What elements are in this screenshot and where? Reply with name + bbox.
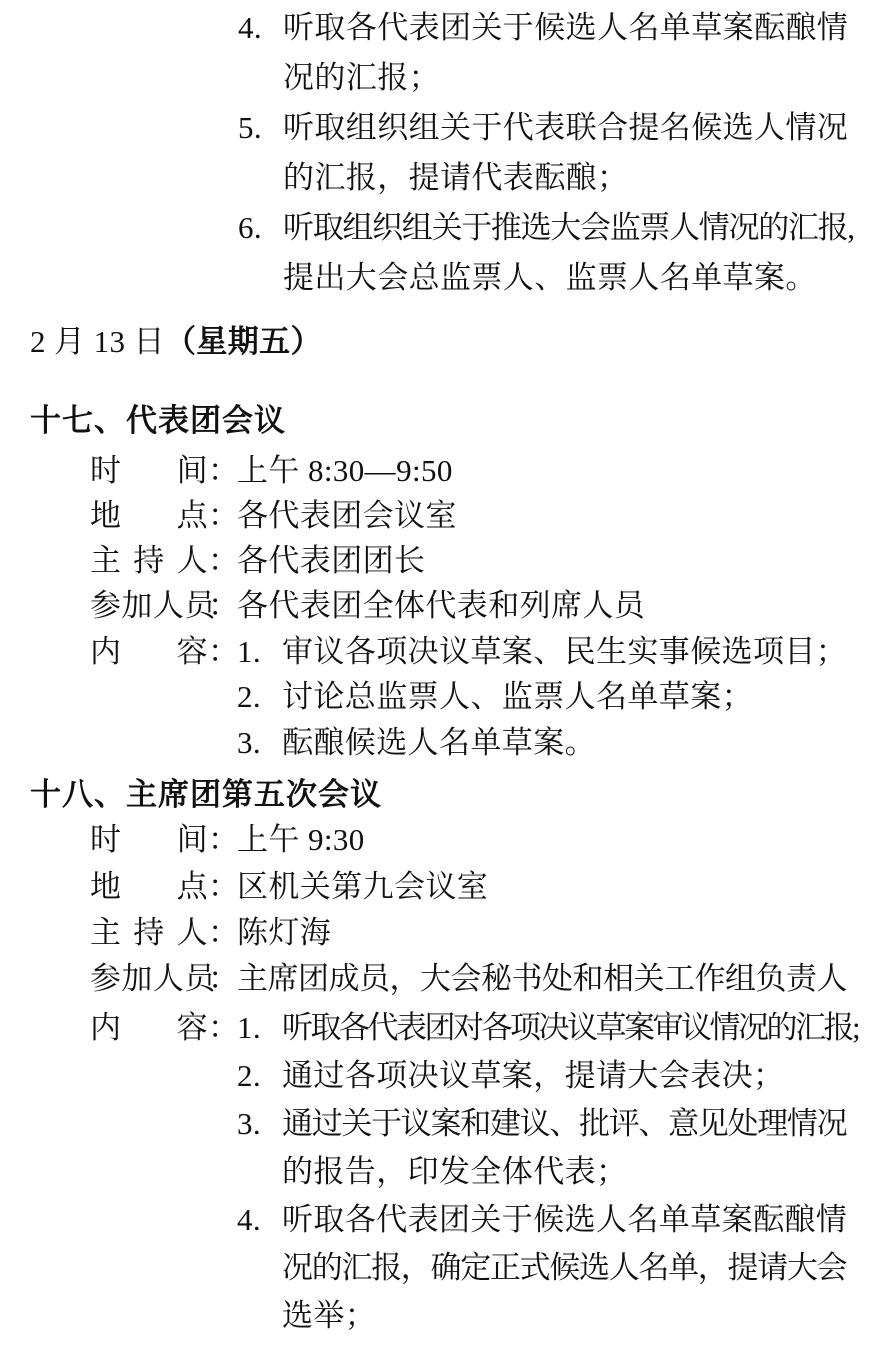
item-number: 4. (237, 1202, 262, 1237)
item-text: 审议各项决议草案、民生实事候选项目； (282, 634, 848, 669)
date-heading (30, 320, 322, 364)
item-text: 选举； (282, 1298, 377, 1333)
item-number: 5. (238, 110, 263, 145)
field-value: 各代表团会议室 (237, 498, 457, 533)
item-text: 酝酿候选人名单草案。 (282, 725, 596, 760)
content-item (237, 1006, 859, 1050)
date-text: 2 月 13 日 (30, 324, 165, 359)
field-colon: ： (208, 453, 240, 488)
field-label: 参 加 人 员 (90, 588, 216, 623)
content-item (237, 1102, 847, 1146)
field-colon: ： (208, 588, 240, 623)
field-value: 陈灯海 (237, 915, 332, 950)
item-text: 听取组织组关于推选大会监票人情况的汇报, (283, 210, 854, 245)
field-content (90, 1006, 859, 1050)
field-colon: ： (208, 498, 240, 533)
list-item-continuation (283, 156, 628, 200)
section-title: 十七、代表团会议 (30, 403, 286, 438)
content-item (237, 1198, 848, 1242)
item-text: 听取各代表团对各项决议草案审议情况的汇报; (282, 1010, 859, 1045)
item-text: 的汇报，提请代表酝酿； (283, 160, 629, 195)
content-item (237, 675, 753, 719)
list-item-continuation (282, 1294, 376, 1338)
field-value: 上午 9:30 (237, 822, 365, 857)
item-text: 提出大会总监票人、监票人名单草案。 (283, 260, 817, 295)
item-text: 况的汇报； (283, 60, 440, 95)
field-colon: ： (208, 634, 240, 669)
field-time (90, 818, 365, 862)
field-label: 地 点 (90, 498, 208, 533)
weekday-text: （星期五） (164, 324, 322, 359)
content-item (237, 721, 596, 765)
item-number: 4. (238, 10, 263, 45)
item-text: 的报告，印发全体代表； (282, 1154, 628, 1189)
field-content (90, 630, 848, 674)
field-colon: ： (208, 869, 240, 904)
list-item-continuation (282, 1246, 846, 1290)
item-text: 听取组织组关于代表联合提名候选人情况 (283, 110, 849, 145)
field-attendees (90, 584, 646, 628)
item-text: 讨论总监票人、监票人名单草案； (282, 679, 753, 714)
field-value: 各代表团团长 (237, 543, 426, 578)
field-label: 参 加 人 员 (90, 961, 216, 996)
item-number: 3. (237, 725, 262, 760)
field-colon: ： (208, 915, 240, 950)
item-text: 通过关于议案和建议、批评、意见处理情况 (282, 1106, 847, 1141)
field-attendees (90, 957, 847, 1001)
field-host (90, 911, 332, 955)
field-label: 内 容 (90, 1010, 208, 1045)
field-value: 主席团成员，大会秘书处和相关工作组负责人 (237, 961, 847, 996)
field-label: 内 容 (90, 634, 208, 669)
field-label: 时 间 (90, 453, 208, 488)
item-text: 通过各项决议草案，提请大会表决； (282, 1058, 785, 1093)
field-place (90, 494, 457, 538)
field-label: 地 点 (90, 869, 208, 904)
item-text: 听取各代表团关于候选人名单草案酝酿情 (282, 1202, 848, 1237)
item-number: 3. (237, 1106, 262, 1141)
list-item-continuation (283, 256, 817, 300)
field-value: 各代表团全体代表和列席人员 (237, 588, 646, 623)
field-label: 主 持 人 (90, 543, 208, 578)
field-colon: ： (208, 543, 240, 578)
item-number: 6. (238, 210, 263, 245)
field-label: 主 持 人 (90, 915, 208, 950)
list-item (238, 206, 854, 250)
field-time (90, 449, 453, 493)
content-item (237, 630, 848, 674)
list-item-continuation (283, 56, 440, 100)
section-title: 十八、主席团第五次会议 (30, 777, 382, 812)
list-item-continuation (282, 1150, 627, 1194)
field-colon: ： (208, 961, 240, 996)
field-place (90, 865, 489, 909)
item-number: 2. (237, 1058, 262, 1093)
content-item (237, 1054, 785, 1098)
item-number: 1. (237, 634, 262, 669)
item-text: 况的汇报，确定正式候选人名单，提请大会 (282, 1250, 847, 1285)
item-number: 2. (237, 679, 262, 714)
list-item (238, 106, 849, 150)
field-colon: ： (208, 822, 240, 857)
field-colon: ： (208, 1010, 240, 1045)
field-host (90, 539, 426, 583)
item-number: 1. (237, 1010, 262, 1045)
field-label: 时 间 (90, 822, 208, 857)
field-value: 上午 8:30—9:50 (237, 453, 453, 488)
item-text: 听取各代表团关于候选人名单草案酝酿情 (283, 10, 849, 45)
field-value: 区机关第九会议室 (237, 869, 489, 904)
list-item (238, 6, 849, 50)
